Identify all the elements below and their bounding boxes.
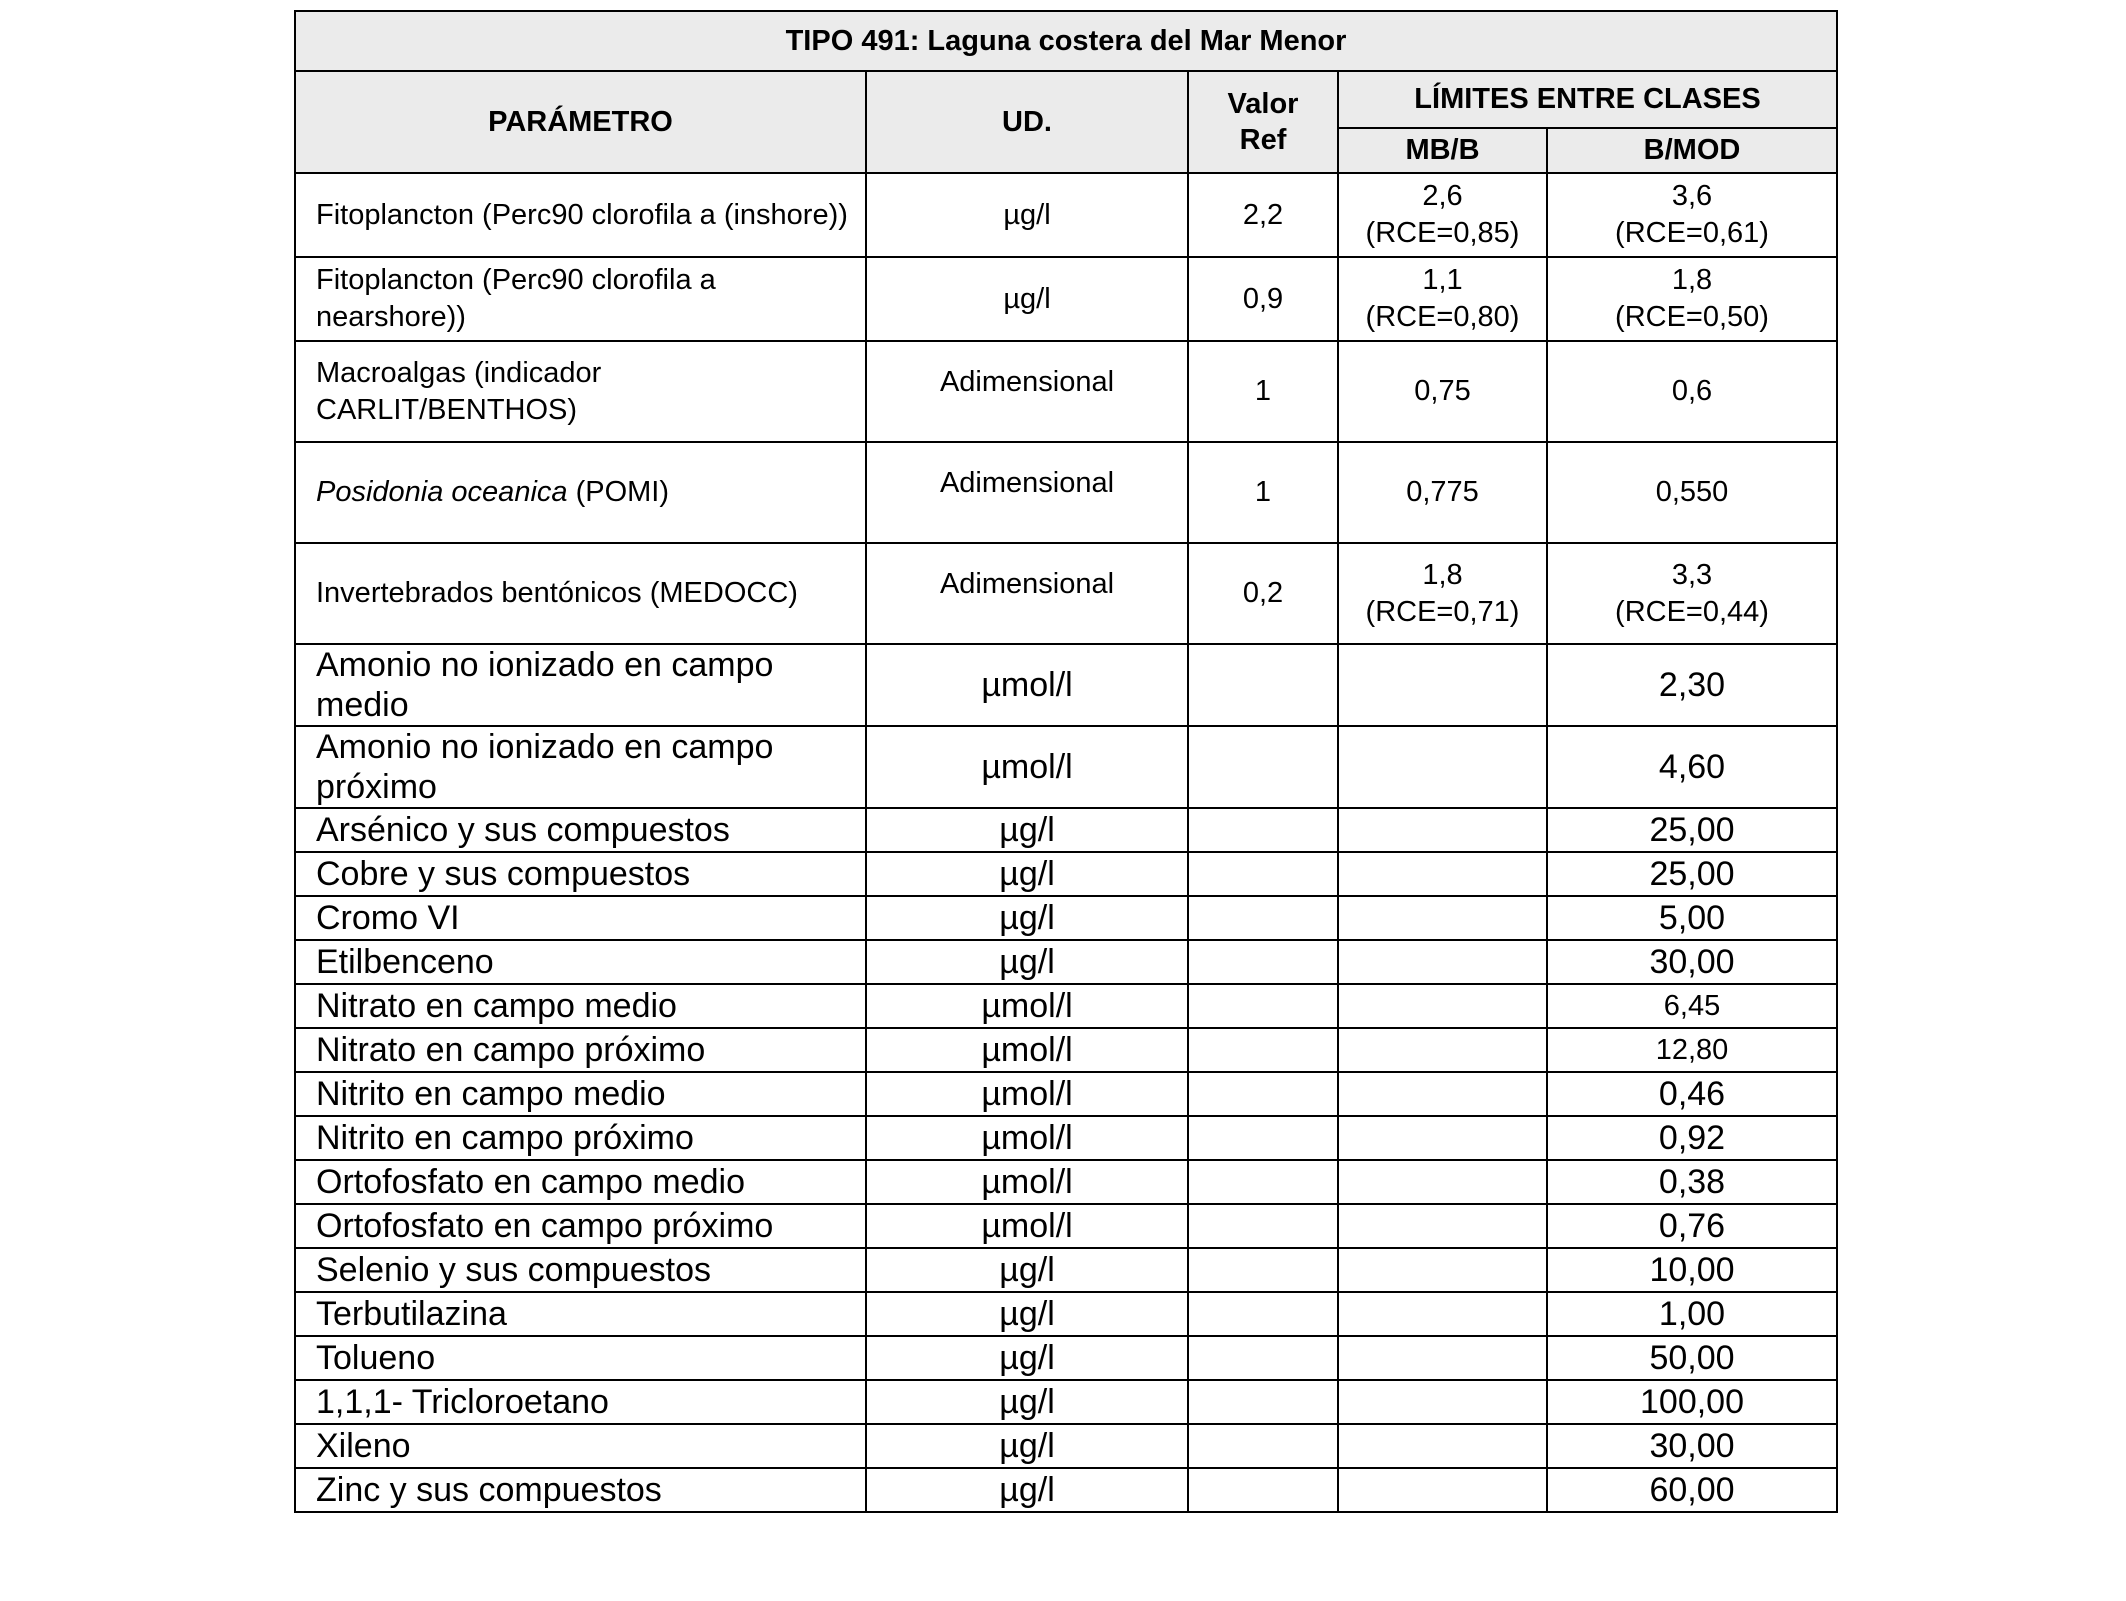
mbb-cell [1338,984,1547,1028]
bmod-cell: 4,60 [1547,726,1837,808]
table-row [295,808,1837,852]
bmod-cell: 0,92 [1547,1116,1837,1160]
mbb-cell [1338,644,1547,726]
mbb-value: 2,6 [1422,180,1463,212]
param-cell: Arsénico y sus compuestos [295,808,866,852]
header-b-mod: B/MOD [1547,128,1837,173]
unit-cell: µmol/l [866,644,1188,726]
param-cell: Amonio no ionizado en campo próximo [295,726,866,808]
table-row [295,896,1837,940]
bmod-cell: 12,80 [1547,1028,1837,1072]
bmod-value: 1,8 [1671,264,1713,296]
header-ud: UD. [866,71,1188,173]
ref-cell [1188,984,1338,1028]
table-row [295,543,1837,644]
ref-cell [1188,940,1338,984]
param-cell: Fitoplancton (Perc90 clorofila a nearshore)) [295,257,866,341]
param-cell: Fitoplancton (Perc90 clorofila a (inshore)) [295,173,866,257]
bmod-rce: (RCE=0,44) [1615,595,1769,628]
mbb-cell [1338,1380,1547,1424]
unit-cell: µmol/l [866,726,1188,808]
param-cell: 1,1,1- Tricloroetano [295,1380,866,1424]
bmod-value: 3,6 [1671,180,1713,212]
unit-cell: µg/l [866,896,1188,940]
unit-cell: µg/l [866,1380,1188,1424]
ref-cell [1188,852,1338,896]
table-row [295,940,1837,984]
ref-cell: 2,2 [1188,173,1338,257]
bmod-cell: 0,6 [1547,341,1837,442]
param-cell: Nitrito en campo próximo [295,1116,866,1160]
mbb-rce: (RCE=0,80) [1365,301,1520,333]
unit-cell: µg/l [866,1248,1188,1292]
mbb-cell [1338,1116,1547,1160]
ref-cell [1188,644,1338,726]
bmod-cell [1547,257,1837,341]
table-row [295,1380,1837,1424]
header-limites: LÍMITES ENTRE CLASES [1338,71,1837,128]
unit-cell: µmol/l [866,1116,1188,1160]
mbb-cell [1338,1204,1547,1248]
param-rest: (POMI) [567,476,670,508]
header-mb-b: MB/B [1338,128,1547,173]
param-cell: Xileno [295,1424,866,1468]
bmod-cell: 25,00 [1547,852,1837,896]
ref-cell [1188,1028,1338,1072]
ref-cell [1188,1248,1338,1292]
header-valor-ref [1188,71,1338,173]
table-row [295,1468,1837,1512]
mbb-cell [1338,1248,1547,1292]
mbb-cell [1338,726,1547,808]
param-cell: Macroalgas (indicador CARLIT/BENTHOS) [295,341,866,442]
param-cell: Nitrito en campo medio [295,1072,866,1116]
param-italic: Posidonia oceanica [316,476,568,508]
bmod-cell: 5,00 [1547,896,1837,940]
bmod-cell: 1,00 [1547,1292,1837,1336]
table-row [295,1160,1837,1204]
mbb-cell [1338,1336,1547,1380]
param-cell [295,442,866,543]
mbb-cell [1338,1072,1547,1116]
ref-cell [1188,1468,1338,1512]
bmod-rce: (RCE=0,50) [1615,301,1769,333]
unit-cell: µg/l [866,940,1188,984]
bmod-cell [1547,173,1837,257]
mbb-cell [1338,896,1547,940]
table-row [295,442,1837,543]
mbb-cell: 0,775 [1338,442,1547,543]
mbb-rce: (RCE=0,71) [1365,595,1520,628]
unit-cell: µg/l [866,808,1188,852]
table-title: TIPO 491: Laguna costera del Mar Menor [295,11,1837,71]
mbb-cell [1338,543,1547,644]
bmod-cell: 30,00 [1547,1424,1837,1468]
table-row [295,984,1837,1028]
table-row [295,1248,1837,1292]
ref-cell [1188,1336,1338,1380]
table-row [295,644,1837,726]
table-row [295,173,1837,257]
ref-cell [1188,1204,1338,1248]
ref-cell [1188,1160,1338,1204]
table-row [295,341,1837,442]
ref-cell [1188,1116,1338,1160]
ref-cell: 0,9 [1188,257,1338,341]
unit-cell: µg/l [866,173,1188,257]
mbb-cell [1338,808,1547,852]
unit-cell: µmol/l [866,1072,1188,1116]
mbb-cell [1338,1424,1547,1468]
param-cell: Tolueno [295,1336,866,1380]
table-row [295,1424,1837,1468]
bmod-value: 3,3 [1671,558,1713,591]
param-cell: Ortofosfato en campo próximo [295,1204,866,1248]
table-row [295,1116,1837,1160]
unit-cell: µmol/l [866,1160,1188,1204]
ref-cell [1188,1380,1338,1424]
bmod-cell: 0,550 [1547,442,1837,543]
bmod-cell: 0,76 [1547,1204,1837,1248]
bmod-cell: 30,00 [1547,940,1837,984]
unit-cell: µmol/l [866,984,1188,1028]
param-cell: Cobre y sus compuestos [295,852,866,896]
unit-cell: µg/l [866,1424,1188,1468]
unit-cell: µg/l [866,1292,1188,1336]
ref-cell: 0,2 [1188,543,1338,644]
table-row [295,852,1837,896]
bmod-cell: 60,00 [1547,1468,1837,1512]
table-row [295,1204,1837,1248]
unit-cell: µmol/l [866,1204,1188,1248]
table-row [295,257,1837,341]
mbb-rce: (RCE=0,85) [1365,217,1520,249]
ref-cell [1188,726,1338,808]
unit-cell: µg/l [866,1336,1188,1380]
ref-cell: 1 [1188,442,1338,543]
limits-table [294,10,1838,1513]
param-cell: Nitrato en campo próximo [295,1028,866,1072]
header-parametro: PARÁMETRO [295,71,866,173]
mbb-cell [1338,1028,1547,1072]
unit-cell: µg/l [866,852,1188,896]
ref-cell [1188,1424,1338,1468]
header-valor-ref-text: Valor Ref [1227,88,1299,156]
param-cell: Nitrato en campo medio [295,984,866,1028]
unit-cell: µg/l [866,257,1188,341]
ref-cell [1188,896,1338,940]
mbb-cell [1338,940,1547,984]
ref-cell: 1 [1188,341,1338,442]
mbb-cell: 0,75 [1338,341,1547,442]
param-cell: Selenio y sus compuestos [295,1248,866,1292]
bmod-cell: 50,00 [1547,1336,1837,1380]
param-cell: Invertebrados bentónicos (MEDOCC) [295,543,866,644]
mbb-cell [1338,1292,1547,1336]
mbb-cell [1338,1468,1547,1512]
table-row [295,1336,1837,1380]
mbb-cell [1338,173,1547,257]
table-row [295,1028,1837,1072]
unit-cell: µmol/l [866,1028,1188,1072]
unit-cell: Adimensional [866,442,1188,543]
mbb-cell [1338,1160,1547,1204]
bmod-cell [1547,543,1837,644]
bmod-cell: 2,30 [1547,644,1837,726]
table-row [295,1072,1837,1116]
unit-cell: Adimensional [866,341,1188,442]
param-cell: Zinc y sus compuestos [295,1468,866,1512]
ref-cell [1188,808,1338,852]
param-cell: Amonio no ionizado en campo medio [295,644,866,726]
param-cell: Ortofosfato en campo medio [295,1160,866,1204]
mbb-cell [1338,257,1547,341]
ref-cell [1188,1072,1338,1116]
bmod-rce: (RCE=0,61) [1615,217,1769,249]
unit-cell: Adimensional [866,543,1188,644]
bmod-cell: 100,00 [1547,1380,1837,1424]
ref-cell [1188,1292,1338,1336]
table-row [295,726,1837,808]
bmod-cell: 0,46 [1547,1072,1837,1116]
unit-cell: µg/l [866,1468,1188,1512]
bmod-cell: 25,00 [1547,808,1837,852]
bmod-cell: 10,00 [1547,1248,1837,1292]
mbb-value: 1,8 [1422,558,1463,591]
param-cell: Etilbenceno [295,940,866,984]
bmod-cell: 0,38 [1547,1160,1837,1204]
mbb-cell [1338,852,1547,896]
bmod-cell: 6,45 [1547,984,1837,1028]
param-cell: Cromo VI [295,896,866,940]
mbb-value: 1,1 [1422,264,1463,296]
table-row [295,1292,1837,1336]
param-cell: Terbutilazina [295,1292,866,1336]
